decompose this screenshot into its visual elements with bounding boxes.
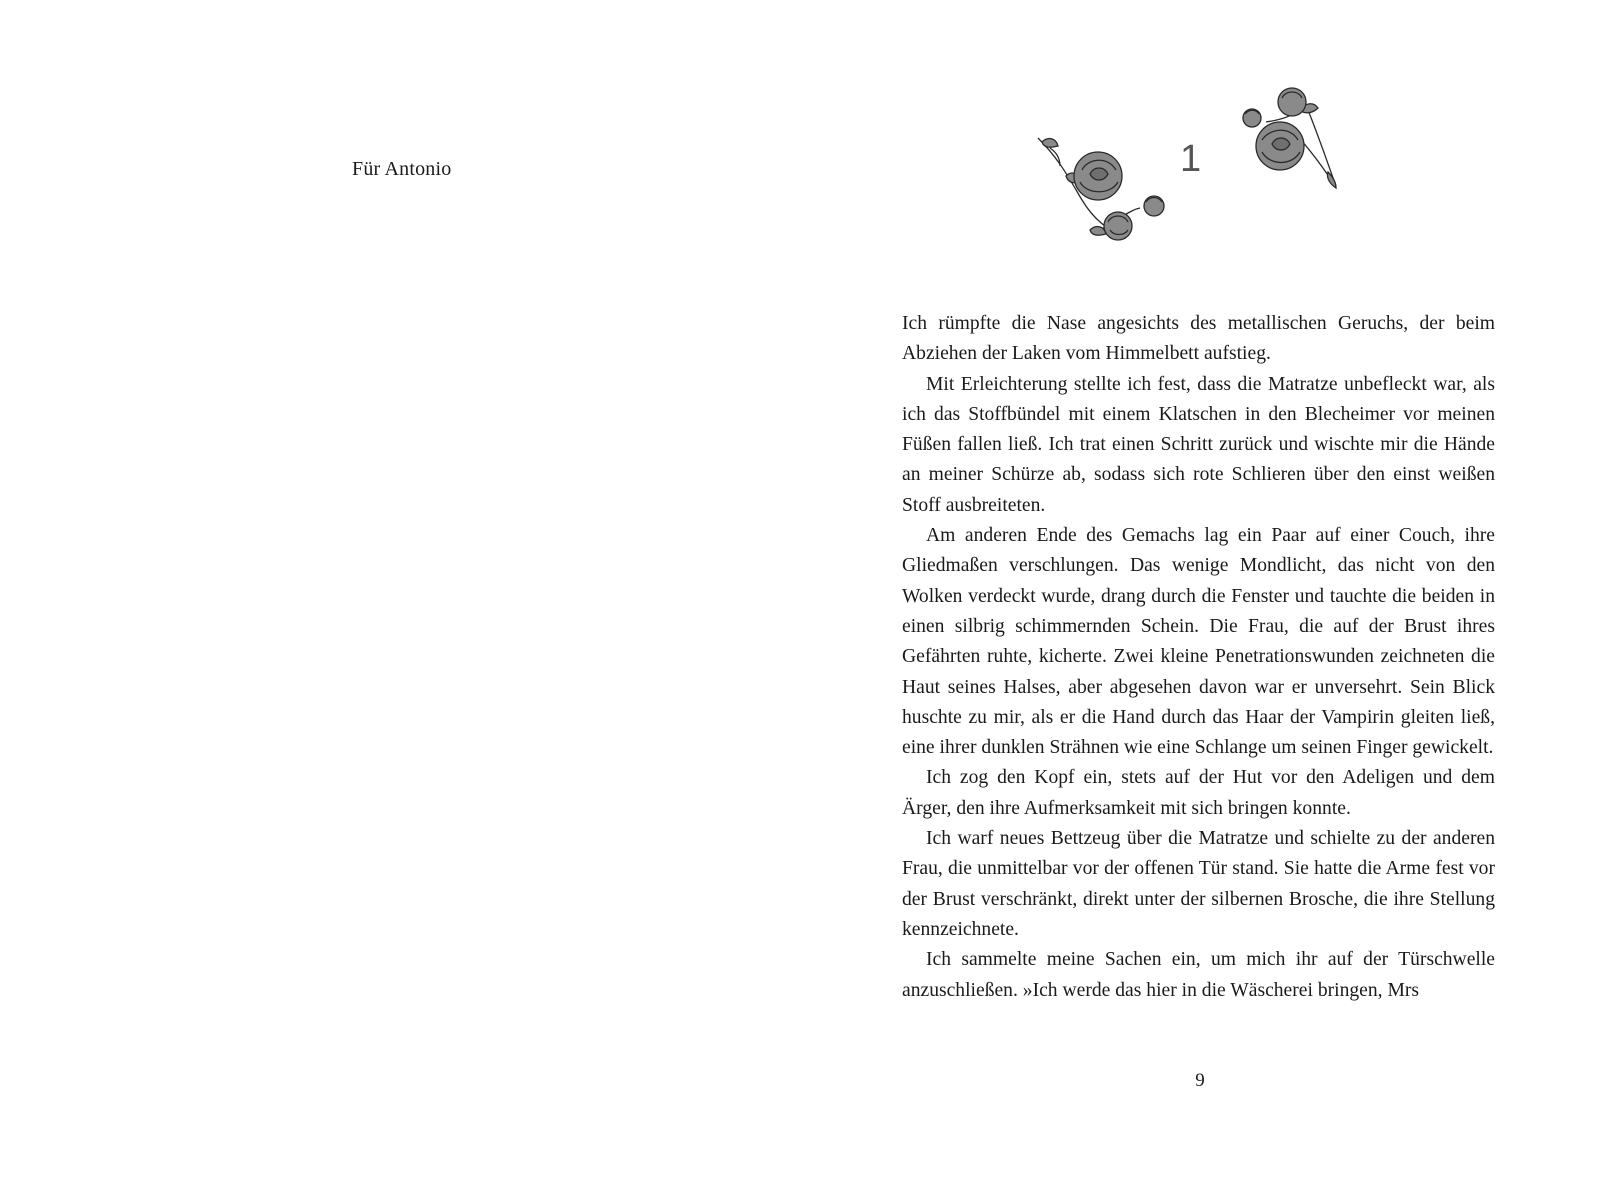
right-page	[800, 0, 1600, 1186]
paragraph: Ich rümpfte die Nase angesichts des metallischen Geruchs, der beim Abziehen der Laken vom Himmelbett aufstieg.	[902, 313, 1495, 365]
paragraph: Am anderen Ende des Gemachs lag ein Paar auf einer Couch, ihre Gliedmaßen verschlungen. Das wenige Mondlicht, das nicht von den Wolken verdeckt wurde, drang durch die Fenster und tauchte die beiden in einen silbrig schimmernden Schein. Die Frau, die auf der Brust ihres Gefährten ruhte, kicherte. Zwei kleine Penetrationswunden zeichneten die Haut seines Halses, aber abgesehen davon war er unversehrt. Sein Blick huschte zu mir, als er die Hand durch das Haar der Vampirin gleiten ließ, eine ihrer dunklen Strähnen wie eine Schlange um seinen Finger gewickelt.	[902, 525, 1495, 759]
paragraph: Ich zog den Kopf ein, stets auf der Hut vor den Adeligen und dem Ärger, den ihre Aufmerksamkeit mit sich bringen konnte.	[902, 767, 1495, 819]
paragraph: Ich sammelte meine Sachen ein, um mich ihr auf der Türschwelle anzuschließen. »Ich werde das hier in die Wäscherei bringen, Mrs	[902, 949, 1495, 1001]
chapter-body	[902, 309, 1495, 1006]
page-number: 9	[1195, 1070, 1205, 1091]
paragraph: Ich warf neues Bettzeug über die Matratze und schielte zu der anderen Frau, die unmittelbar vor der offenen Tür stand. Sie hatte die Arme fest vor der Brust verschränkt, direkt unter der silbernen Brosche, die ihre Stellung kennzeichnete.	[902, 828, 1495, 940]
chapter-number: 1	[1180, 138, 1202, 180]
dedication: Für Antonio	[352, 158, 452, 180]
paragraph: Mit Erleichterung stellte ich fest, dass die Matratze unbefleckt war, als ich das Stoffbündel mit einem Klatschen in den Blecheimer vor meinen Füßen fallen ließ. Ich trat einen Schritt zurück und wischte mir die Hände an meiner Schürze ab, sodass sich rote Schlieren über den einst weißen Stoff ausbreiteten.	[902, 373, 1495, 516]
